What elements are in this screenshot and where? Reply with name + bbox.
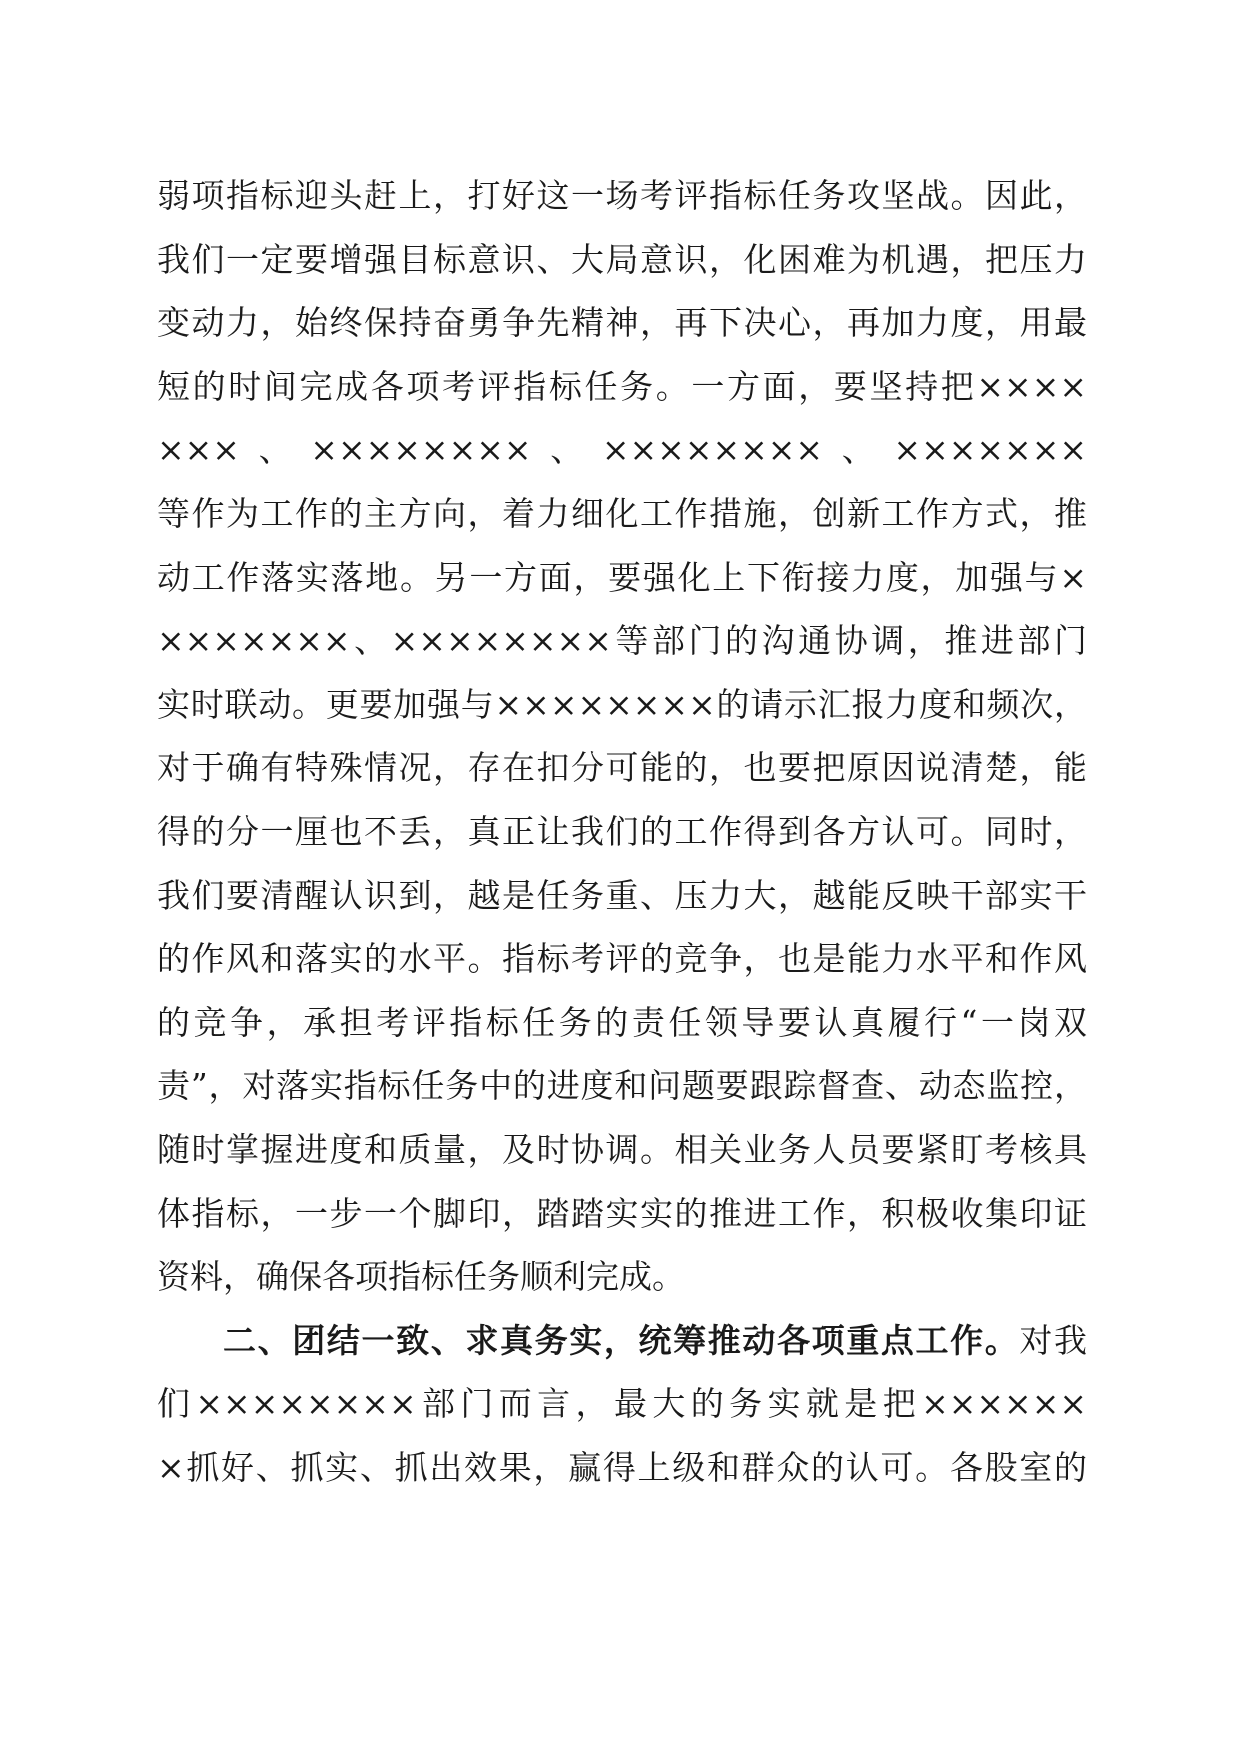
text-line: 实时联动。更要加强与××××××××的请示汇报力度和频次，: [157, 684, 1087, 724]
text-line: ×××××××、××××××××等部门的沟通协调，推进部门: [157, 621, 1087, 661]
text-line: 对于确有特殊情况，存在扣分可能的，也要把原因说清楚，能: [157, 748, 1087, 788]
text-line: 体指标，一步一个脚印，踏踏实实的推进工作，积极收集印证: [157, 1193, 1087, 1233]
body-text: [157, 164, 1087, 1499]
text-line: 得的分一厘也不丢，真正让我们的工作得到各方认可。同时，: [157, 811, 1087, 851]
text-line: 变动力，始终保持奋勇争先精神，再下决心，再加力度，用最: [157, 303, 1087, 343]
section-heading-line: [157, 1309, 1087, 1373]
text-line: 们××××××××部门而言，最大的务实就是把××××××: [157, 1384, 1087, 1424]
text-line: 短的时间完成各项考评指标任务。一方面，要坚持把××××: [157, 366, 1087, 406]
section-heading: 二、团结一致、求真务实，统筹推动各项重点工作。: [223, 1320, 1020, 1360]
text-line: ×抓好、抓实、抓出效果，赢得上级和群众的认可。各股室的: [157, 1447, 1087, 1487]
text-line: 我们要清醒认识到，越是任务重、压力大，越能反映干部实干: [157, 875, 1087, 915]
text-line: 我们一定要增强目标意识、大局意识，化困难为机遇，把压力: [157, 239, 1087, 279]
text-line: 资料，确保各项指标任务顺利完成。: [157, 1257, 685, 1297]
text-line: ×××、××××××××、××××××××、×××××××: [157, 430, 1087, 470]
text-line: 责”，对落实指标任务中的进度和问题要跟踪督查、动态监控，: [157, 1066, 1087, 1106]
text-line: 的竞争，承担考评指标任务的责任领导要认真履行“一岗双: [157, 1002, 1087, 1042]
text-span: 对我: [1019, 1320, 1087, 1360]
text-line: 的作风和落实的水平。指标考评的竞争，也是能力水平和作风: [157, 939, 1087, 979]
text-line: 动工作落实落地。另一方面，要强化上下衔接力度，加强与×: [157, 557, 1087, 597]
text-line: 弱项指标迎头赶上，打好这一场考评指标任务攻坚战。因此，: [157, 176, 1087, 215]
text-line: 随时掌握进度和质量，及时协调。相关业务人员要紧盯考核具: [157, 1129, 1087, 1169]
text-line: 等作为工作的主方向，着力细化工作措施，创新工作方式，推: [157, 493, 1087, 533]
